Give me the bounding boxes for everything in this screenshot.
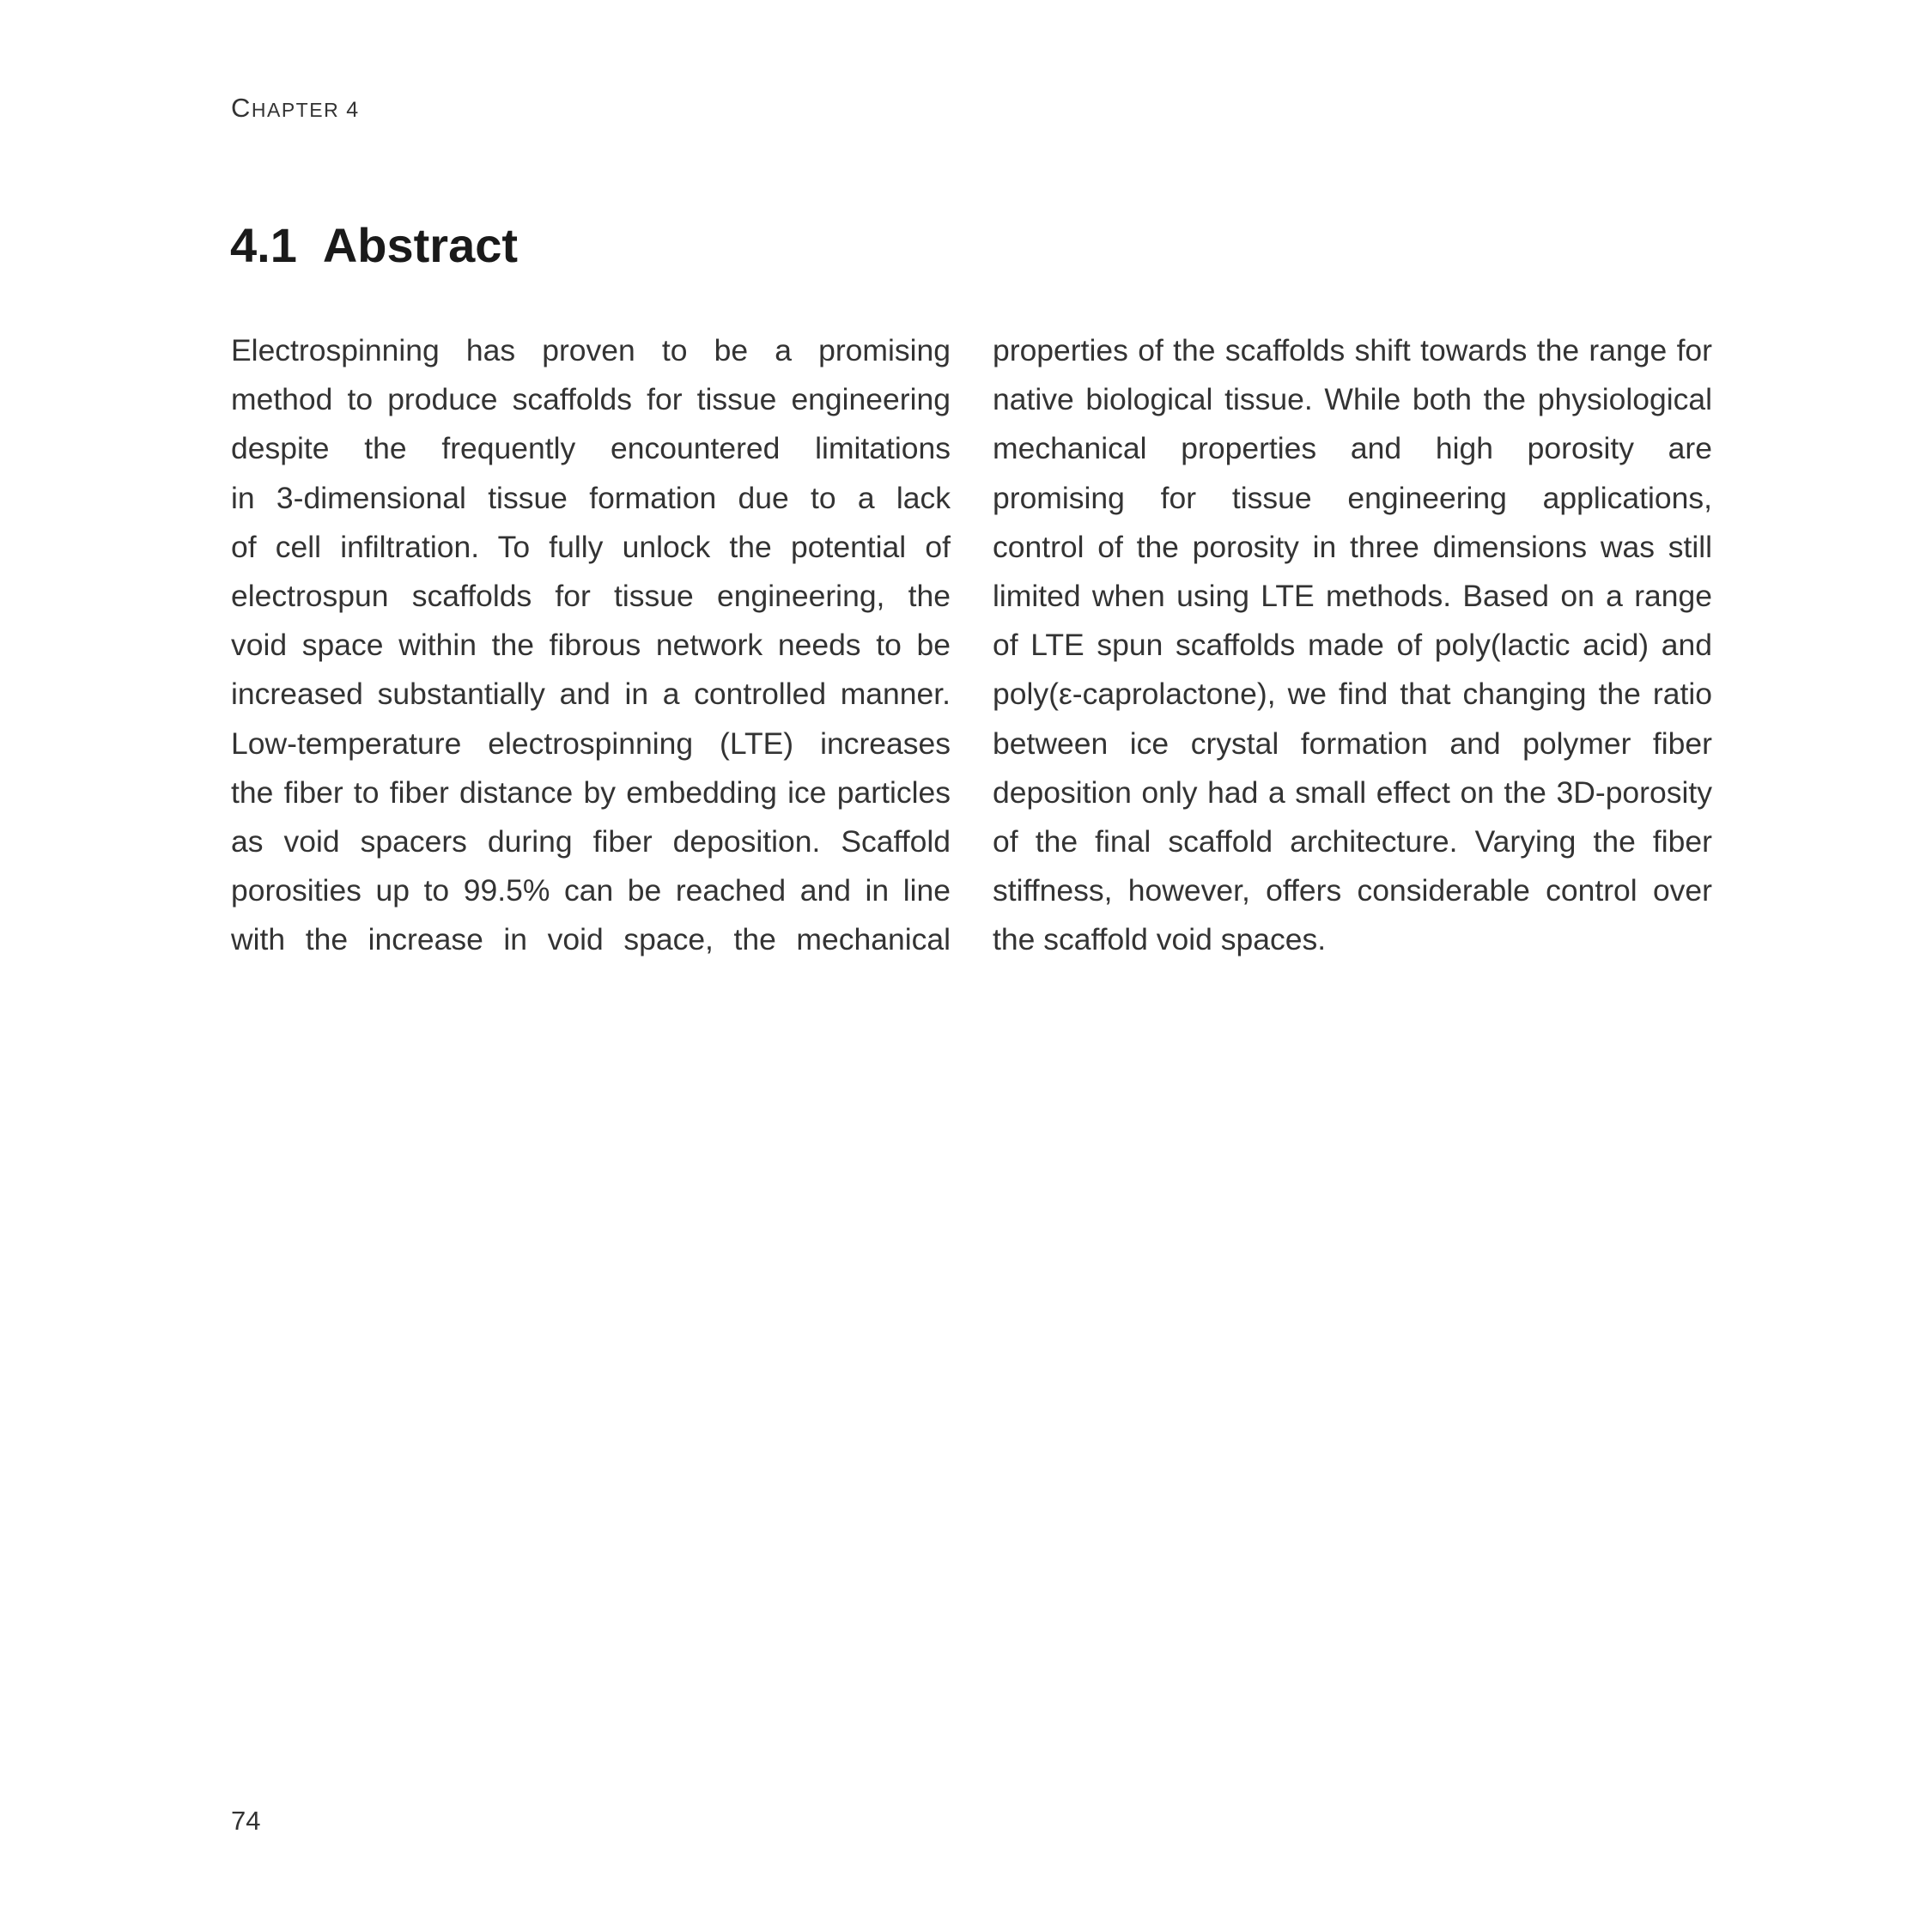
chapter-label-initial: C: [231, 93, 252, 123]
text-line: the fiber to fiber distance by embedding ice particles: [231, 774, 951, 810]
text-line: with the increase in void space, the mechanical: [231, 922, 951, 957]
text-line: as void spacers during fiber deposition. Scaffold: [231, 823, 951, 859]
abstract-right-column: [993, 326, 1712, 964]
section-title: Abstract: [322, 218, 519, 272]
text-line: limited when using LTE methods. Based on a range: [993, 578, 1712, 613]
chapter-label-rest: HAPTER: [251, 99, 340, 121]
text-line: porosities up to 99.5% can be reached and in line: [231, 873, 951, 908]
text-line: in 3-dimensional tissue formation due to a lack: [231, 480, 951, 515]
text-line: electrospun scaffolds for tissue engineering, the: [231, 578, 951, 613]
chapter-number: 4: [346, 98, 360, 122]
section-number: 4.1: [230, 218, 297, 272]
running-header: [231, 93, 360, 124]
text-line: stiffness, however, offers considerable control over: [993, 873, 1712, 908]
text-line: Low-temperature electrospinning (LTE) increases: [231, 726, 951, 761]
text-line: properties of the scaffolds shift towards the range for: [993, 333, 1712, 367]
page-number: 74: [231, 1806, 261, 1836]
text-line: native biological tissue. While both the physiological: [993, 382, 1712, 417]
text-line: of the final scaffold architecture. Varying the fiber: [993, 823, 1712, 859]
text-line: promising for tissue engineering applications,: [993, 480, 1712, 515]
text-line: the scaffold void spaces.: [993, 922, 1327, 957]
text-line: mechanical properties and high porosity are: [993, 431, 1712, 466]
text-line: Electrospinning has proven to be a promising: [231, 333, 951, 367]
text-line: of LTE spun scaffolds made of poly(lactic acid) and: [993, 628, 1712, 663]
text-line: between ice crystal formation and polymer fiber: [993, 726, 1712, 761]
text-line: increased substantially and in a controlled manner.: [231, 677, 951, 712]
text-line: poly(ε-caprolactone), we find that changing the ratio: [993, 677, 1712, 712]
abstract-body: [231, 326, 1712, 964]
text-line: despite the frequently encountered limitations: [231, 431, 951, 466]
section-heading: [230, 217, 518, 273]
text-line: deposition only had a small effect on the 3D-porosity: [993, 774, 1712, 810]
text-line: of cell infiltration. To fully unlock the potential of: [231, 529, 951, 564]
text-line: control of the porosity in three dimensions was still: [993, 529, 1712, 564]
text-line: void space within the fibrous network needs to be: [231, 628, 951, 663]
abstract-left-column: [231, 326, 951, 964]
text-line: method to produce scaffolds for tissue engineering: [231, 382, 951, 417]
